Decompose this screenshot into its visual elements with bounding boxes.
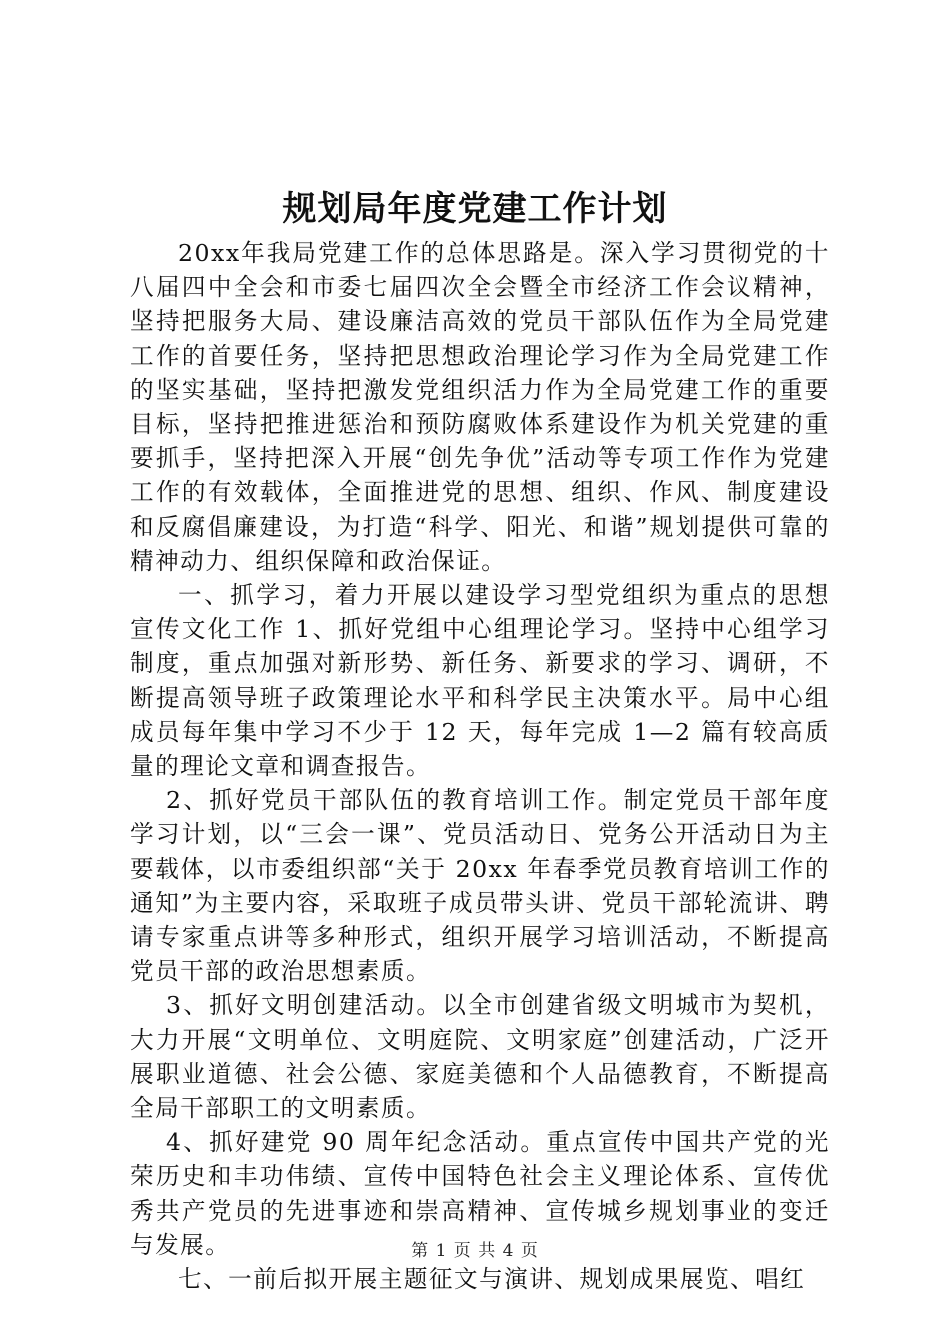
- page-number-footer: 第 1 页 共 4 页: [411, 1241, 539, 1261]
- paragraph-study: 一、抓学习，着力开展以建设学习型党组织为重点的思想宣传文化工作 1、抓好党组中心组理论学习。坚持中心组学习制度，重点加强对新形势、新任务、新要求的学习、调研，不断提高领导班子政策理论水平和科学民主决策水平。局中心组成员每年集中学习不少于 12 天，每年完成 1—2 篇有较高质量的理论文章和调查报告。: [130, 581, 830, 781]
- paragraph-overview: 20xx年我局党建工作的总体思路是。深入学习贯彻党的十八届四中全会和市委七届四次全会暨全市经济工作会议精神，坚持把服务大局、建设廉洁高效的党员干部队伍作为全局党建工作的首要任务，坚持把思想政治理论学习作为全局党建工作的坚实基础，坚持把激发党组织活力作为全局党建工作的重要目标，坚持把推进惩治和预防腐败体系建设作为机关党建的重要抓手，坚持把深入开展“创先争优”活动等专项工作作为党建工作的有效载体，全面推进党的思想、组织、作风、制度建设和反腐倡廉建设，为打造“科学、阳光、和谐”规划提供可靠的精神动力、组织保障和政治保证。: [130, 239, 830, 575]
- paragraph-civilization: 3、抓好文明创建活动。以全市创建省级文明城市为契机，大力开展“文明单位、文明庭院、文明家庭”创建活动，广泛开展职业道德、社会公德、家庭美德和个人品德教育，不断提高全局干部职工的文明素质。: [130, 991, 830, 1123]
- document-title: 规划局年度党建工作计划: [282, 189, 668, 229]
- paragraph-anniversary: 4、抓好建党 90 周年纪念活动。重点宣传中国共产党的光荣历史和丰功伟绩、宣传中国特色社会主义理论体系、宣传优秀共产党员的先进事迹和崇高精神、宣传城乡规划事业的变迁与发展。: [130, 1128, 830, 1259]
- paragraph-activities: 七、一前后拟开展主题征文与演讲、规划成果展览、唱红: [178, 1265, 806, 1294]
- document-body: [130, 236, 830, 1296]
- paragraph-training: 2、抓好党员干部队伍的教育培训工作。制定党员干部年度学习计划，以“三会一课”、党员活动日、党务公开活动日为主要载体，以市委组织部“关于 20xx 年春季党员教育培训工作的通知”为主要内容，采取班子成员带头讲、党员干部轮流讲、聘请专家重点讲等多种形式，组织开展学习培训活动，不断提高党员干部的政治思想素质。: [130, 786, 830, 986]
